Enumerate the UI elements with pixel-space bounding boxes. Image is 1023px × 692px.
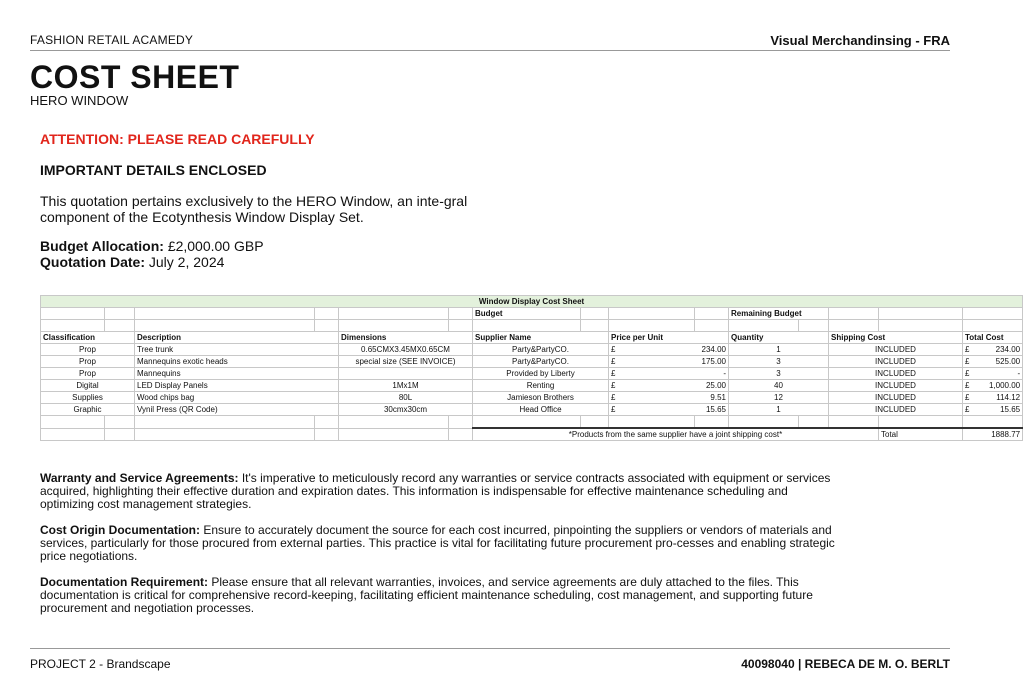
cost-origin-label: Cost Origin Documentation: (40, 523, 200, 537)
header-classification: Classification (41, 332, 135, 344)
page-title: COST SHEET (30, 59, 240, 95)
total-value: 1888.77 (963, 428, 1023, 441)
cell-classification: Digital (41, 380, 135, 392)
price-currency: £ (611, 369, 616, 378)
cell-supplier: Head Office (473, 404, 609, 416)
warranty-label: Warranty and Service Agreements: (40, 471, 239, 485)
warranty-text: It's imperative to meticulously record any warranties or service contracts associated with equipment or services acquired, highlighting their effective duration and expiration dates. This information is indispensable for effective maintenance scheduling and optimizing cost management strategies. (40, 471, 831, 511)
cell-description: Vynil Press (QR Code) (135, 404, 339, 416)
cell-supplier: Jamieson Brothers (473, 392, 609, 404)
intro-paragraph: This quotation pertains exclusively to the HERO Window, an inte-gral component of the Ecotynthesis Window Display Set. (40, 193, 468, 225)
cost-sheet-table (40, 295, 1023, 441)
table-row (41, 356, 1023, 368)
remaining-budget-label: Remaining Budget (729, 308, 829, 320)
cell-quantity: 12 (729, 392, 829, 404)
cell-price (609, 368, 729, 380)
cell-quantity: 40 (729, 380, 829, 392)
cell-total (963, 368, 1023, 380)
price-currency: £ (611, 405, 616, 414)
table-row (41, 404, 1023, 416)
cell-shipping: INCLUDED (829, 392, 963, 404)
cell-total (963, 404, 1023, 416)
cell-supplier: Renting (473, 380, 609, 392)
cell-quantity: 3 (729, 356, 829, 368)
price-currency: £ (611, 381, 616, 390)
cell-quantity: 1 (729, 344, 829, 356)
shipping-footnote: *Products from the same supplier have a joint shipping cost* (473, 428, 879, 441)
total-value: 114.12 (996, 393, 1021, 402)
total-label: Total (879, 428, 963, 441)
cell-shipping: INCLUDED (829, 404, 963, 416)
header-divider (30, 50, 950, 51)
total-value: - (1017, 369, 1021, 378)
cell-supplier: Party&PartyCO. (473, 344, 609, 356)
warranty-paragraph (40, 472, 840, 511)
header-total: Total Cost (963, 332, 1023, 344)
cost-origin-paragraph (40, 524, 840, 563)
footer-divider (30, 648, 950, 649)
price-value: 25.00 (705, 381, 726, 390)
total-currency: £ (965, 393, 970, 402)
header-left: FASHION RETAIL ACAMEDY (30, 33, 194, 47)
important-heading: IMPORTANT DETAILS ENCLOSED (40, 162, 267, 178)
cell-total (963, 344, 1023, 356)
cell-total (963, 380, 1023, 392)
cell-quantity: 1 (729, 404, 829, 416)
total-currency: £ (965, 345, 970, 354)
budget-allocation-label: Budget Allocation: (40, 238, 164, 254)
table-row (41, 392, 1023, 404)
cell-shipping: INCLUDED (829, 380, 963, 392)
cell-description: Wood chips bag (135, 392, 339, 404)
cell-supplier: Provided by Liberty (473, 368, 609, 380)
price-currency: £ (611, 357, 616, 366)
total-currency: £ (965, 381, 970, 390)
quotation-date-label: Quotation Date: (40, 254, 145, 270)
cell-price (609, 404, 729, 416)
budget-allocation-line (40, 238, 264, 254)
header-description: Description (135, 332, 339, 344)
cell-dimensions (339, 368, 473, 380)
quotation-date-line (40, 254, 264, 270)
budget-block (40, 238, 264, 270)
documentation-text: Please ensure that all relevant warranties, invoices, and service agreements are duly attached to the files. This documentation is critical for comprehensive record-keeping, facilitating efficient maintenance scheduling, cost management, and supporting future procurement and negotiation processes. (40, 575, 813, 615)
cell-description: Tree trunk (135, 344, 339, 356)
total-value: 1,000.00 (988, 381, 1021, 390)
price-value: - (723, 369, 726, 378)
footer-right: 40098040 | REBECA DE M. O. BERLT (741, 657, 950, 671)
cell-quantity: 3 (729, 368, 829, 380)
price-currency: £ (611, 393, 616, 402)
header-quantity: Quantity (729, 332, 829, 344)
cell-shipping: INCLUDED (829, 368, 963, 380)
cell-classification: Prop (41, 368, 135, 380)
attention-notice: ATTENTION: PLEASE READ CAREFULLY (40, 131, 315, 147)
cell-dimensions: 80L (339, 392, 473, 404)
cell-price (609, 356, 729, 368)
table-row (41, 368, 1023, 380)
cell-shipping: INCLUDED (829, 344, 963, 356)
total-value: 234.00 (995, 345, 1021, 354)
total-value: 525.00 (995, 357, 1021, 366)
cell-description: Mannequins (135, 368, 339, 380)
cell-total (963, 356, 1023, 368)
cell-price (609, 380, 729, 392)
header-dimensions: Dimensions (339, 332, 473, 344)
cell-description: LED Display Panels (135, 380, 339, 392)
documentation-label: Documentation Requirement: (40, 575, 209, 589)
budget-column-label: Budget (473, 308, 581, 320)
budget-allocation-value: £2,000.00 GBP (167, 238, 264, 254)
cost-sheet (40, 295, 1021, 441)
price-value: 234.00 (701, 345, 726, 354)
cost-origin-text: Ensure to accurately document the source for each cost incurred, pinpointing the suppliers or vendors of materials and services, particularly for those procured from external parties. This practice is vital for facilitating future procurement pro-cesses and enabling strategic price negotiations. (40, 523, 835, 563)
price-currency: £ (611, 345, 616, 354)
cell-dimensions: 1Mx1M (339, 380, 473, 392)
table-row (41, 344, 1023, 356)
cell-dimensions: 0.65CMX3.45MX0.65CM (339, 344, 473, 356)
price-value: 9.51 (710, 393, 726, 402)
page-subtitle: HERO WINDOW (30, 93, 129, 108)
table-row (41, 380, 1023, 392)
cell-classification: Graphic (41, 404, 135, 416)
header-supplier: Supplier Name (473, 332, 609, 344)
cell-classification: Prop (41, 356, 135, 368)
total-currency: £ (965, 369, 970, 378)
footer-left: PROJECT 2 - Brandscape (30, 657, 171, 671)
quotation-date-value: July 2, 2024 (148, 254, 225, 270)
documentation-paragraph (40, 576, 840, 615)
cell-dimensions: 30cmx30cm (339, 404, 473, 416)
cell-price (609, 344, 729, 356)
cell-description: Mannequins exotic heads (135, 356, 339, 368)
total-currency: £ (965, 357, 970, 366)
cell-classification: Prop (41, 344, 135, 356)
sheet-caption: Window Display Cost Sheet (41, 296, 1023, 308)
total-currency: £ (965, 405, 970, 414)
total-value: 15.65 (1000, 405, 1021, 414)
price-value: 15.65 (705, 405, 726, 414)
cell-classification: Supplies (41, 392, 135, 404)
cell-price (609, 392, 729, 404)
cell-supplier: Party&PartyCO. (473, 356, 609, 368)
header-price: Price per Unit (609, 332, 729, 344)
cell-dimensions: special size (SEE INVOICE) (339, 356, 473, 368)
cell-total (963, 392, 1023, 404)
cell-shipping: INCLUDED (829, 356, 963, 368)
header-right: Visual Merchandinsing - FRA (770, 33, 950, 48)
price-value: 175.00 (701, 357, 726, 366)
header-shipping: Shipping Cost (829, 332, 963, 344)
